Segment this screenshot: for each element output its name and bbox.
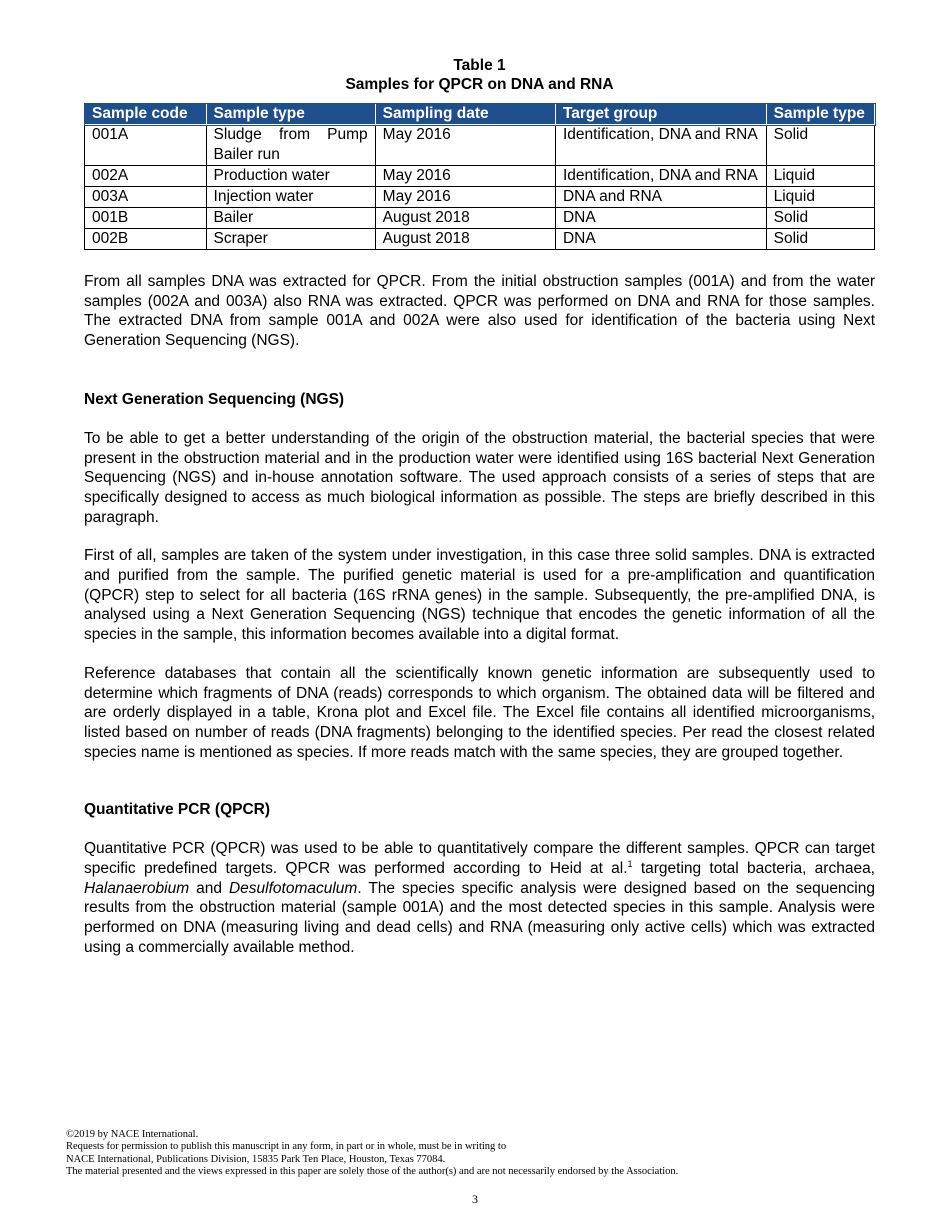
table-row	[85, 208, 875, 229]
table-title: Table 1	[453, 57, 506, 74]
cell-sample-type: Injection water	[206, 187, 375, 208]
ngs-paragraph-2: First of all, samples are taken of the system under investigation, in this case three solid samples. DNA is extracted and purified from the sample. The purified genetic material is used for a pre-amplification and quantification (QPCR) step to select for all bacteria (16S rRNA genes) in the sample. Subsequently, the pre-amplified DNA, is analysed using a Next Generation Sequencing (NGS) technique that encodes the genetic information of all the species in the sample, this information becomes available into a digital format.	[84, 547, 875, 644]
qpcr-heading: Quantitative PCR (QPCR)	[84, 801, 271, 819]
header-sampling-date: Sampling date	[375, 104, 555, 125]
footer-line: NACE International, Publications Division, 15835 Park Ten Place, Houston, Texas 77084.	[66, 1153, 446, 1165]
cell-sampling-date: August 2018	[375, 229, 555, 250]
footer-line: Requests for permission to publish this manuscript in any form, in part or in whole, must be in writing to	[66, 1141, 507, 1153]
cell-sample-code: 001A	[85, 125, 207, 166]
cell-sample-code: 002B	[85, 229, 207, 250]
cell-sample-type: Scraper	[206, 229, 375, 250]
cell-target-group: Identification, DNA and RNA	[555, 166, 766, 187]
cell-sample-type: Production water	[206, 166, 375, 187]
ngs-heading: Next Generation Sequencing (NGS)	[84, 390, 345, 408]
page-content	[84, 56, 875, 958]
cell-target-group: Identification, DNA and RNA	[555, 125, 766, 166]
cell-sample-state: Liquid	[766, 187, 874, 208]
header-sample-code: Sample code	[85, 104, 207, 125]
cell-target-group: DNA and RNA	[555, 187, 766, 208]
footnote-ref: 1	[627, 859, 633, 870]
cell-sample-code: 001B	[85, 208, 207, 229]
cell-sample-code: 002A	[85, 166, 207, 187]
cell-sampling-date: May 2016	[375, 125, 555, 166]
header-target-group: Target group	[555, 104, 766, 125]
cell-sample-state: Solid	[766, 208, 874, 229]
header-sample-type: Sample type	[206, 104, 375, 125]
table-subtitle: Samples for QPCR on DNA and RNA	[345, 76, 614, 93]
ngs-paragraph-3: Reference databases that contain all the scientifically known genetic information are subsequently used to determine which fragments of DNA (reads) corresponds to which organism. The obtained data will be filtered and are orderly displayed in a table, Krona plot and Excel file. The Excel file contains all identified microorganisms, listed based on number of reads (DNA fragments) belonging to the identified species. Per read the closest related species name is mentioned as species. If more reads match with the same species, they are grouped together.	[84, 664, 875, 761]
cell-sample-code: 003A	[85, 187, 207, 208]
table-header-row	[85, 104, 875, 125]
table-row	[85, 125, 875, 166]
cell-sample-state: Solid	[766, 125, 874, 166]
cell-sampling-date: August 2018	[375, 208, 555, 229]
copyright-footer	[66, 1129, 886, 1178]
cell-target-group: DNA	[555, 208, 766, 229]
qpcr-paragraph: Quantitative PCR (QPCR) was used to be able to quantitatively compare the different samples. QPCR can target specific predefined targets. QPCR was performed according to Heid at al.$^1$ targeting total bacteria, archaea, Halanaerobium and Desulfotomaculum. The species specific analysis were designed based on the sequencing results from the obstruction material (sample 001A) and the most detected species in this sample. Analysis were performed on DNA (measuring living and dead cells) and RNA (measuring only active cells) which was extracted using a commercially available method.	[84, 840, 875, 956]
footer-line: ©2019 by NACE International.	[66, 1129, 199, 1140]
page-number: 3	[472, 1192, 478, 1206]
table-row	[85, 166, 875, 187]
table-row	[85, 187, 875, 208]
cell-sample-type: Sludge from Pump Bailer run	[206, 125, 375, 166]
table-row	[85, 229, 875, 250]
cell-sample-state: Solid	[766, 229, 874, 250]
footer-line: The material presented and the views expressed in this paper are solely those of the author(s) and are not necessarily endorsed by the Association.	[66, 1165, 679, 1177]
header-sample-state: Sample type	[766, 104, 874, 125]
intro-paragraph: From all samples DNA was extracted for QPCR. From the initial obstruction samples (001A) and from the water samples (002A and 003A) also RNA was extracted. QPCR was performed on DNA and RNA for those samples. The extracted DNA from sample 001A and 002A were also used for identification of the bacteria using Next Generation Sequencing (NGS).	[84, 273, 875, 350]
cell-sampling-date: May 2016	[375, 187, 555, 208]
cell-target-group: DNA	[555, 229, 766, 250]
samples-table	[84, 103, 875, 250]
cell-sampling-date: May 2016	[375, 166, 555, 187]
cell-sample-type: Bailer	[206, 208, 375, 229]
ngs-paragraph-1: To be able to get a better understanding of the origin of the obstruction material, the bacterial species that were present in the obstruction material and in the production water were identified using 16S bacterial Next Generation Sequencing (NGS) and in-house annotation software. The used approach consists of a series of steps that are specifically designed to access as much biological information as possible. The steps are briefly described in this paragraph.	[84, 429, 875, 526]
cell-sample-state: Liquid	[766, 166, 874, 187]
